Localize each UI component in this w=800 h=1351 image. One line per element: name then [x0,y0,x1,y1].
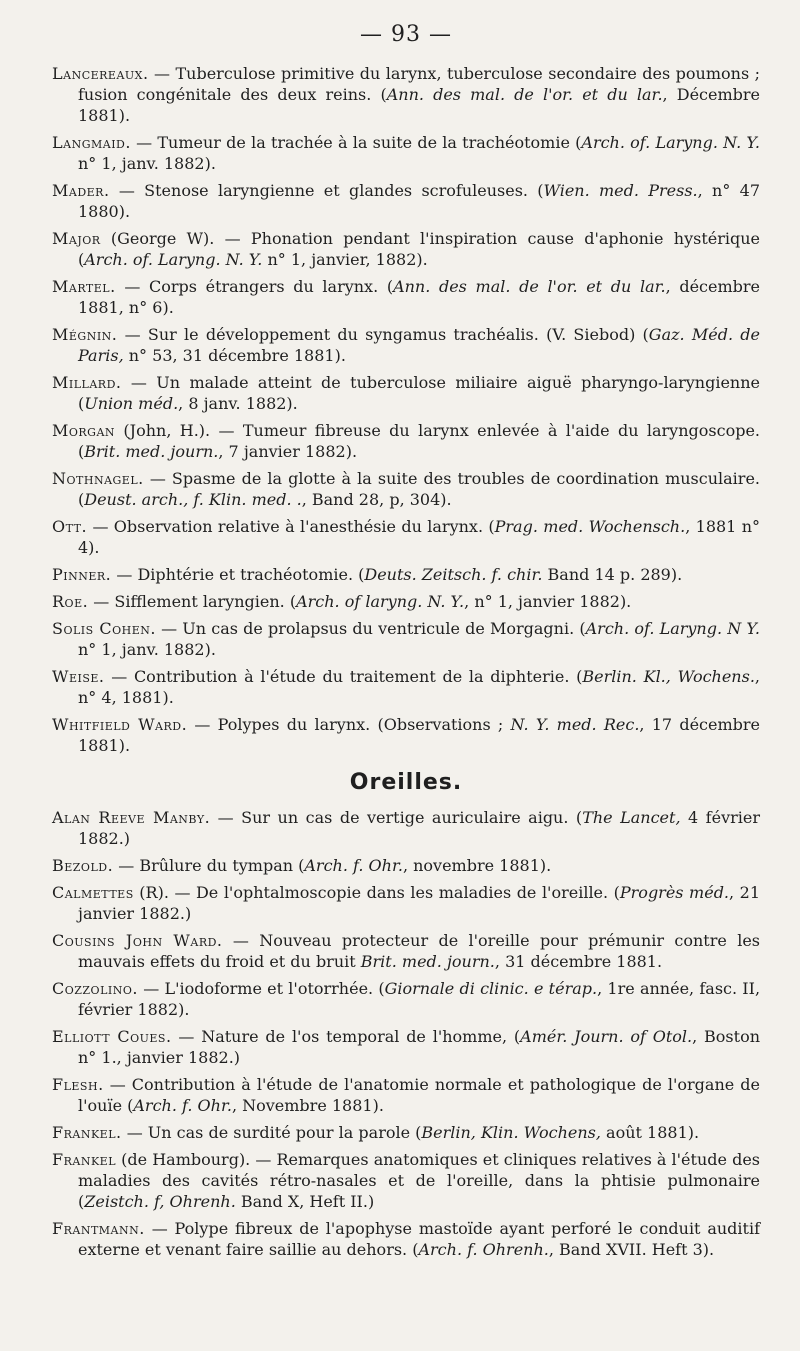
entry-text: — Tuberculose primitive du larynx, tuberculose secondaire des poumons ; fusion congénitale des deux reins. ( [78,64,760,104]
entry-author: Flesh. [52,1075,104,1094]
entry-text: (John, H.). — Tumeur fibreuse du larynx enlevée à l'aide du laryngoscope. ( [78,421,761,461]
section-heading-oreilles: Oreilles. [349,770,463,795]
entry-text: — Sur le développement du syngamus trachéalis. (V. Siebod) ( [124,325,649,344]
entry-source: Berlin. Kl., Wochens. [582,667,755,686]
larynx-bibliography [52,63,760,756]
bibliography-entry [52,564,760,585]
bibliography-entry [52,882,760,924]
entry-text: — Polype fibreux de l'apophyse mastoïde ayant perforé le conduit auditif externe et venant faire saillie au dehors. ( [78,1219,761,1259]
entry-source: Amér. Journ. of Otol. [520,1027,693,1046]
entry-text: — Contribution à l'étude du traitement de la diphterie. ( [111,667,583,686]
entry-source: Giornale di clinic. e térap. [384,979,598,998]
bibliography-entry [52,807,760,849]
entry-tail: , n° 47 1880). [78,181,760,221]
entry-source: Arch. of. Laryng. N. Y. [581,133,760,152]
bibliography-entry [52,1026,760,1068]
entry-text: — Un cas de prolapsus du ventricule de Morgagni. ( [161,619,586,638]
entry-tail: , n° 1, janvier 1882). [464,592,632,611]
bibliography-entry [52,1218,760,1260]
entry-author: Lancereaux. [52,64,149,83]
bibliography-entry [52,132,760,174]
entry-author: Millard. [52,373,122,392]
entry-tail: , Band 28, p, 304). [301,490,452,509]
entry-text: — L'iodoforme et l'otorrhée. ( [143,979,385,998]
entry-source: Arch. of. Laryng. N. Y. [84,250,263,269]
entry-tail: , 31 décembre 1881. [494,952,663,971]
entry-tail: , novembre 1881). [402,856,552,875]
entry-source: Progrès méd. [619,883,730,902]
entry-tail: , 1881 n° 4). [78,517,761,557]
entry-text: — Contribution à l'étude de l'anatomie normale et pathologique de l'organe de l'ouïe ( [78,1075,760,1115]
entry-author: Bezold. [52,856,114,875]
entry-author: Roe. [52,592,89,611]
entry-tail: Band 14 p. 289). [542,565,683,584]
entry-text: — Nouveau protecteur de l'oreille pour prémunir contre les mauvais effets du froid et du bruit [78,931,760,971]
entry-author: Morgan [52,421,116,440]
entry-tail: n° 1, janv. 1882). [78,640,216,659]
entry-tail: , Boston n° 1., janvier 1882.) [78,1027,761,1067]
entry-source: Arch. f. Ohrenh. [418,1240,549,1259]
entry-author: Frantmann. [52,1219,145,1238]
bibliography-entry [52,714,760,756]
entry-source: Prag. med. Wochensch. [494,517,686,536]
bibliography-entry [52,420,760,462]
entry-tail: Band X, Heft II.) [235,1192,375,1211]
entry-author: Frankel [52,1150,117,1169]
bibliography-entry [52,516,760,558]
entry-text: — Brûlure du tympan ( [118,856,305,875]
entry-author: Cousins John Ward. [52,931,223,950]
entry-tail: , 17 décembre 1881). [78,715,761,755]
bibliography-entry [52,930,760,972]
page-number: — 93 — [360,22,452,47]
bibliography-entry [52,468,760,510]
entry-text: — Observation relative à l'anesthésie du larynx. ( [92,517,495,536]
entry-tail: août 1881). [600,1123,700,1142]
entry-author: Mégnin. [52,325,118,344]
bibliography-entry [52,666,760,708]
entry-tail: n° 53, 31 décembre 1881). [123,346,346,365]
bibliography-entry [52,618,760,660]
entry-tail: , 21 janvier 1882.) [78,883,760,923]
entry-source: Arch. f. Ohr. [304,856,403,875]
bibliography-entry [52,978,760,1020]
entry-tail: , n° 4, 1881). [78,667,760,707]
bibliography-entry [52,63,760,126]
bibliography-entry [52,1074,760,1116]
bibliography-entry [52,180,760,222]
entry-author: Solis Cohen. [52,619,156,638]
entry-source: Ann. des mal. de l'or. et du lar. [386,85,663,104]
entry-tail: , 8 janv. 1882). [178,394,298,413]
entry-author: Major [52,229,101,248]
entry-source: Arch. of. Laryng. N Y. [585,619,760,638]
bibliography-entry [52,276,760,318]
entry-tail: , Band XVII. Heft 3). [548,1240,715,1259]
entry-author: Pinner. [52,565,112,584]
entry-tail: , Décembre 1881). [78,85,760,125]
bibliography-entry [52,324,760,366]
entry-text: — Un malade atteint de tuberculose miliaire aiguë pharyngo-laryngienne ( [78,373,761,413]
entry-author: Frankel. [52,1123,122,1142]
entry-text: — Sifflement laryngien. ( [93,592,297,611]
entry-source: Ann. des mal. de l'or. et du lar. [393,277,666,296]
entry-source: Deust. arch., f. Klin. med. . [84,490,302,509]
entry-text: (de Hambourg). — Remarques anatomiques et cliniques relatives à l'étude des maladies des cavités rétro-nasales et de l'oreille, dans la phtisie pulmonaire ( [78,1150,761,1211]
bibliography-entry [52,591,760,612]
entry-source: Brit. med. journ. [84,442,219,461]
entry-text: — Stenose laryngienne et glandes scrofuleuses. ( [118,181,544,200]
entry-tail: , 1re année, fasc. II, février 1882). [78,979,761,1019]
bibliography-entry [52,228,760,270]
entry-source: Brit. med. journ. [360,952,495,971]
entry-text: — Nature de l'os temporal de l'homme, ( [178,1027,521,1046]
entry-source: Berlin, Klin. Wochens, [421,1123,601,1142]
entry-source: N. Y. med. Rec. [510,715,640,734]
entry-author: Langmaid. [52,133,131,152]
bibliography-entry [52,1149,760,1212]
entry-author: Elliott Coues. [52,1027,172,1046]
entry-author: Ott. [52,517,88,536]
entry-author: Mader. [52,181,110,200]
ear-bibliography [52,807,760,1260]
entry-source: Gaz. Méd. de Paris, [78,325,760,365]
entry-author: Weise. [52,667,105,686]
entry-tail: n° 1, janvier, 1882). [262,250,428,269]
entry-text: (R). — De l'ophtalmoscopie dans les maladies de l'oreille. ( [139,883,620,902]
entry-text: (George W). — Phonation pendant l'inspiration cause d'aphonie hystérique ( [78,229,760,269]
entry-source: Deuts. Zeitsch. f. chir. [364,565,543,584]
entry-source: The Lancet, [582,808,681,827]
entry-tail: , 7 janvier 1882). [218,442,358,461]
entry-text: — Spasme de la glotte à la suite des troubles de coordination musculaire. ( [78,469,761,509]
entry-author: Alan Reeve Manby. [52,808,211,827]
entry-source: Zeistch. f, Ohrenh. [84,1192,236,1211]
entry-text: — Polypes du larynx. (Observations ; [194,715,511,734]
bibliography-entry [52,855,760,876]
entry-author: Cozzolino. [52,979,138,998]
entry-author: Nothnagel. [52,469,144,488]
entry-text: — Tumeur de la trachée à la suite de la trachéotomie ( [136,133,582,152]
entry-text: — Sur un cas de vertige auriculaire aigu. ( [217,808,583,827]
entry-tail: n° 1, janv. 1882). [78,154,216,173]
entry-text: — Un cas de surdité pour la parole ( [126,1123,422,1142]
entry-author: Calmettes [52,883,134,902]
bibliography-entry [52,1122,760,1143]
entry-tail: , Novembre 1881). [231,1096,384,1115]
entry-tail: 4 février 1882.) [78,808,760,848]
entry-tail: , décembre 1881, n° 6). [78,277,760,317]
bibliography-entry [52,372,760,414]
entry-source: Wien. med. Press. [543,181,698,200]
entry-text: — Diphtérie et trachéotomie. ( [116,565,365,584]
entry-author: Martel. [52,277,116,296]
entry-source: Arch. of laryng. N. Y. [296,592,465,611]
entry-text: — Corps étrangers du larynx. ( [124,277,394,296]
entry-source: Arch. f. Ohr. [133,1096,232,1115]
entry-author: Whitfield Ward. [52,715,188,734]
entry-source: Union méd. [84,394,179,413]
